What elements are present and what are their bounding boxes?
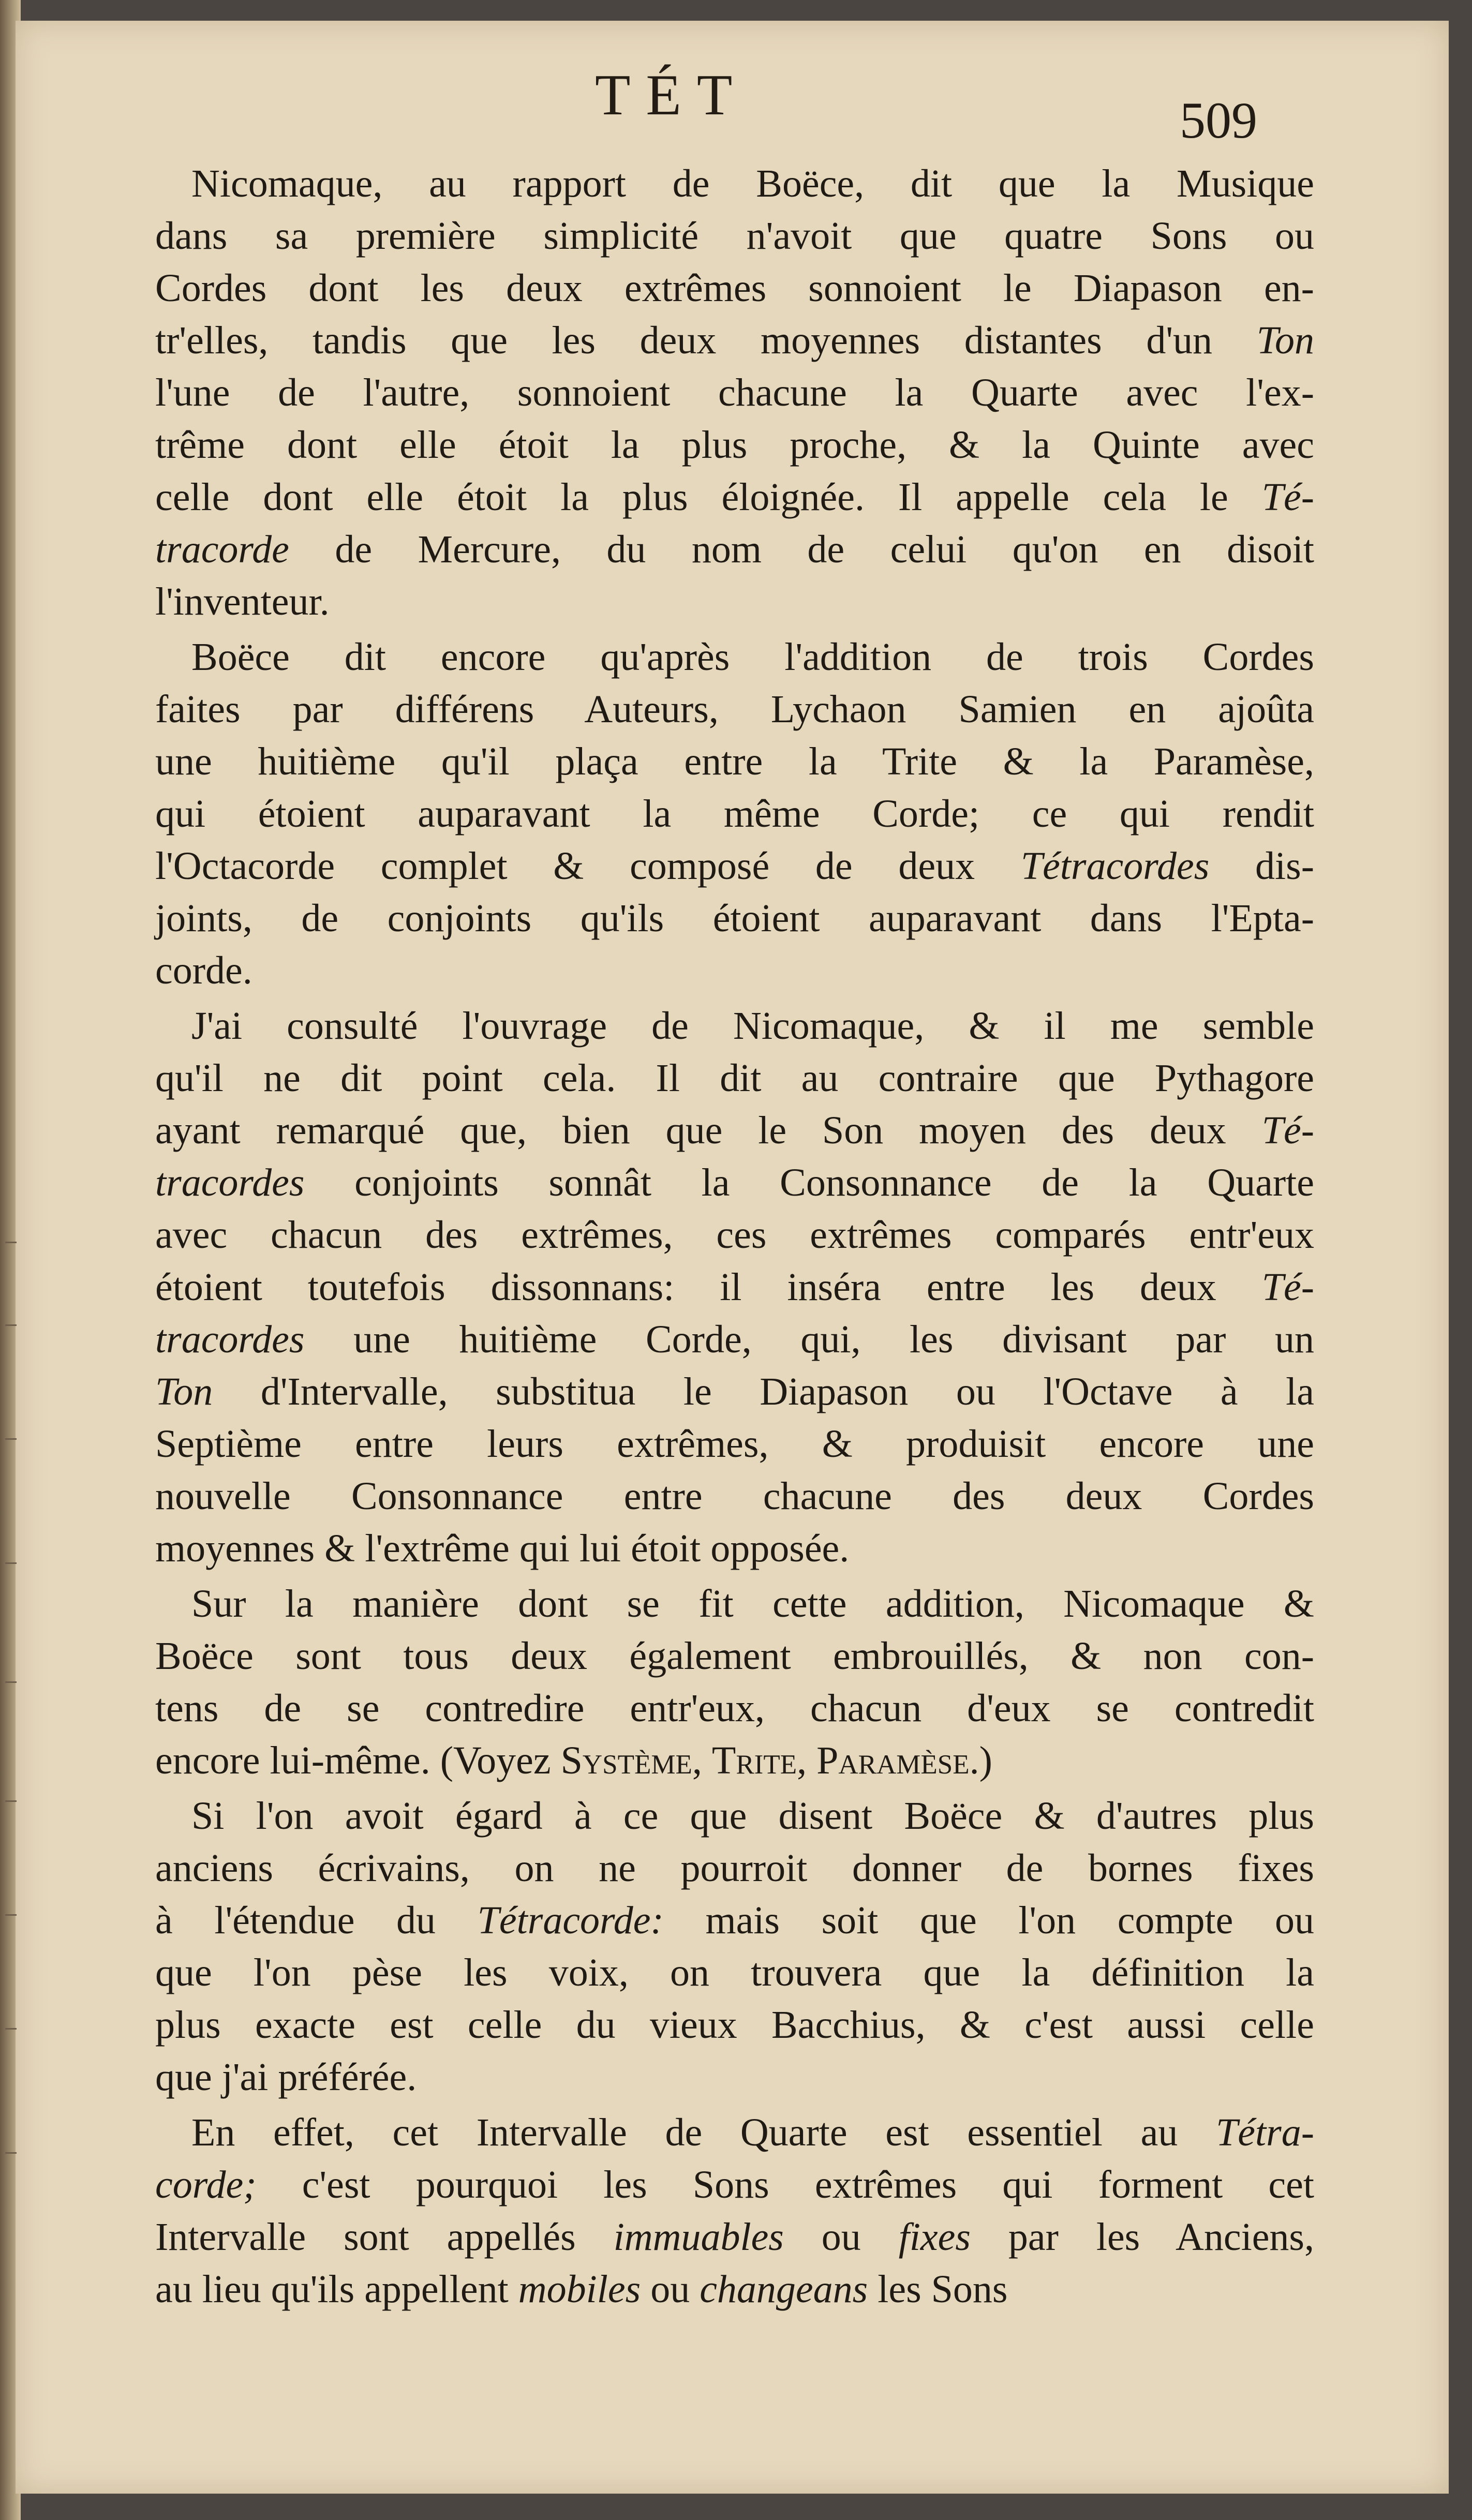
text-run: conjoints sonnât la Consonnance de la Quarte	[304, 1161, 1314, 1204]
text-run: trême dont elle étoit la plus proche, & la Quinte avec	[155, 423, 1314, 467]
text-run: à l'étendue du	[155, 1899, 478, 1942]
page-number: 509	[1180, 92, 1257, 149]
italic-text: tracordes	[155, 1318, 305, 1361]
text-run: que l'on pèse les voix, on trouvera que la définition la	[155, 1951, 1314, 1994]
text-line	[155, 1578, 1314, 1630]
body-text	[155, 158, 1314, 2316]
text-run: mais soit que l'on compte ou	[663, 1899, 1314, 1942]
italic-text: immuables	[613, 2215, 784, 2259]
text-line	[155, 1735, 1314, 1787]
italic-text: corde;	[155, 2163, 257, 2206]
text-run: tens de se contredire entr'eux, chacun d'eux se contredit	[155, 1687, 1314, 1730]
text-run: Intervalle sont appellés	[155, 2215, 614, 2259]
text-line	[155, 788, 1314, 840]
small-caps-text: Paramèse	[816, 1739, 970, 1782]
text-line	[155, 524, 1314, 576]
text-run: Boëce sont tous deux également embrouillés, & non con-	[155, 1634, 1314, 1678]
text-line	[155, 1842, 1314, 1895]
italic-text: Tétracordes	[1020, 844, 1210, 888]
text-run: .)	[969, 1739, 992, 1782]
text-line	[155, 158, 1314, 210]
text-run: les Sons	[868, 2268, 1008, 2311]
italic-text: Té-	[1261, 1109, 1314, 1152]
text-run: ou	[783, 2215, 899, 2259]
text-run: Septième entre leurs extrêmes, & produisit encore une	[155, 1422, 1314, 1466]
text-run: faites par différens Auteurs, Lychaon Samien en ajoûta	[155, 688, 1314, 731]
text-run: que j'ai préférée.	[155, 2055, 417, 2099]
text-run: une huitième Corde, qui, les divisant par un	[304, 1318, 1314, 1361]
text-run: ayant remarqué que, bien que le Son moyen des deux	[155, 1109, 1262, 1152]
italic-text: changeans	[700, 2268, 868, 2311]
text-line	[155, 840, 1314, 892]
text-run: qui étoient auparavant la même Corde; ce qui rendit	[155, 792, 1314, 836]
text-run: Si l'on avoit égard à ce que disent Boëce & d'autres plus	[191, 1794, 1314, 1838]
text-line	[155, 419, 1314, 471]
text-run: c'est pourquoi les Sons extrêmes qui forment cet	[256, 2163, 1314, 2206]
text-line	[155, 2051, 1314, 2104]
text-run: corde.	[155, 949, 252, 992]
text-run: de Mercure, du nom de celui qu'on en disoit	[289, 528, 1314, 571]
text-run: Boëce dit encore qu'après l'addition de trois Cordes	[191, 635, 1314, 679]
text-line	[155, 1261, 1314, 1314]
small-caps-text: Trite	[711, 1739, 797, 1782]
text-line	[155, 1366, 1314, 1418]
text-run: une huitième qu'il plaça entre la Trite & la Paramèse,	[155, 740, 1314, 783]
text-line	[155, 945, 1314, 997]
text-line	[155, 262, 1314, 315]
italic-text: Ton	[1256, 319, 1314, 362]
text-run: qu'il ne dit point cela. Il dit au contraire que Pythagore	[155, 1056, 1314, 1100]
text-line	[155, 1790, 1314, 1842]
text-line	[155, 2211, 1314, 2263]
small-caps-text: Système	[560, 1739, 692, 1782]
text-line	[155, 1895, 1314, 1947]
italic-text: Ton	[155, 1370, 213, 1413]
text-run: celle dont elle étoit la plus éloignée. Il appelle cela le	[155, 475, 1262, 519]
italic-text: mobiles	[518, 2268, 641, 2311]
italic-text: fixes	[898, 2215, 971, 2259]
text-line	[155, 1682, 1314, 1735]
text-line	[155, 1999, 1314, 2051]
text-run: anciens écrivains, on ne pourroit donner de bornes fixes	[155, 1846, 1314, 1890]
text-line	[155, 683, 1314, 736]
text-run: nouvelle Consonnance entre chacune des deux Cordes	[155, 1474, 1314, 1518]
text-run: au lieu qu'ils appellent	[155, 2268, 518, 2311]
text-run: l'une de l'autre, sonnoient chacune la Quarte avec l'ex-	[155, 371, 1314, 414]
text-run: Sur la manière dont se fit cette addition, Nicomaque &	[191, 1582, 1314, 1626]
text-run: plus exacte est celle du vieux Bacchius, & c'est aussi celle	[155, 2003, 1314, 2047]
italic-text: Tétra-	[1216, 2111, 1314, 2154]
text-line	[155, 1157, 1314, 1209]
text-line	[155, 1630, 1314, 1682]
text-line	[155, 210, 1314, 262]
italic-text: Té-	[1261, 1265, 1314, 1309]
text-run: l'inventeur.	[155, 580, 330, 623]
text-run: étoient toutefois dissonnans: il inséra entre les deux	[155, 1265, 1262, 1309]
italic-text: Tétracorde:	[477, 1899, 664, 1942]
text-run: tr'elles, tandis que les deux moyennes distantes d'un	[155, 319, 1257, 362]
text-line	[155, 367, 1314, 419]
text-run: d'Intervalle, substitua le Diapason ou l'Octave à la	[213, 1370, 1314, 1413]
text-run: encore lui-même. (Voyez	[155, 1739, 561, 1782]
text-line	[155, 892, 1314, 945]
text-line	[155, 1209, 1314, 1261]
text-line	[155, 576, 1314, 628]
text-line	[155, 2263, 1314, 2316]
italic-text: Té-	[1261, 475, 1314, 519]
text-line	[155, 2159, 1314, 2211]
text-line	[155, 315, 1314, 367]
text-run: dis-	[1209, 844, 1315, 888]
italic-text: tracordes	[155, 1161, 305, 1204]
text-line	[155, 1470, 1314, 1523]
margin-bleed-marks	[4, 1242, 20, 2276]
text-line	[155, 1314, 1314, 1366]
text-run: ou	[641, 2268, 700, 2311]
text-run: avec chacun des extrêmes, ces extrêmes comparés entr'eux	[155, 1213, 1314, 1257]
text-line	[155, 1523, 1314, 1575]
running-head: TÉT	[595, 63, 748, 127]
text-line	[155, 1947, 1314, 1999]
text-run: par les Anciens,	[970, 2215, 1315, 2259]
text-run: moyennes & l'extrême qui lui étoit opposée.	[155, 1527, 850, 1570]
text-line	[155, 1418, 1314, 1470]
text-line	[155, 1052, 1314, 1105]
text-line	[155, 736, 1314, 788]
text-run: Cordes dont les deux extrêmes sonnoient le Diapason en-	[155, 266, 1314, 310]
text-run: ,	[797, 1739, 817, 1782]
text-run: J'ai consulté l'ouvrage de Nicomaque, & il me semble	[191, 1004, 1314, 1048]
text-run: dans sa première simplicité n'avoit que quatre Sons ou	[155, 214, 1314, 258]
text-run: joints, de conjoints qu'ils étoient auparavant dans l'Epta-	[155, 897, 1314, 940]
text-line	[155, 471, 1314, 524]
text-run: ,	[692, 1739, 712, 1782]
text-run: En effet, cet Intervalle de Quarte est essentiel au	[191, 2111, 1216, 2154]
text-line	[155, 2107, 1314, 2159]
text-run: Nicomaque, au rapport de Boëce, dit que la Musique	[191, 162, 1314, 205]
text-line	[155, 1105, 1314, 1157]
text-line	[155, 631, 1314, 683]
text-line	[155, 1000, 1314, 1052]
italic-text: tracorde	[155, 528, 289, 571]
text-run: l'Octacorde complet & composé de deux	[155, 844, 1021, 888]
